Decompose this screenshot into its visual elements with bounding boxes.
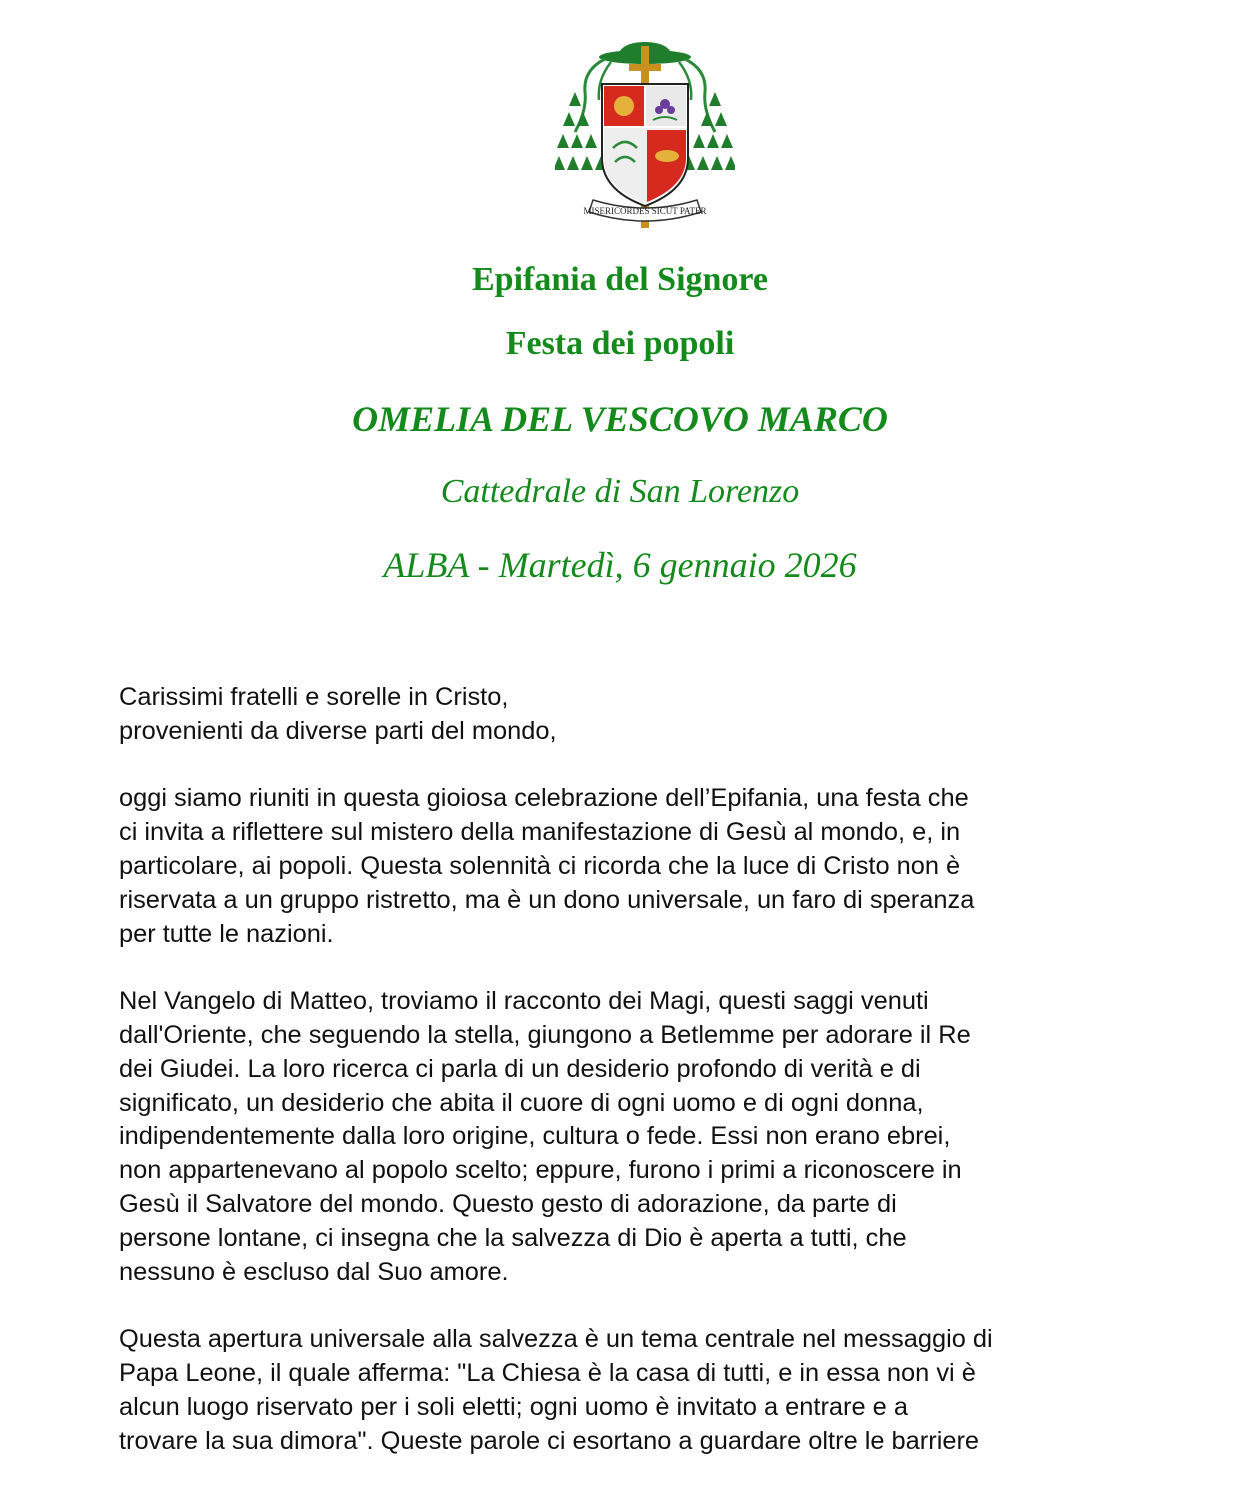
text-line: ci invita a riflettere sul mistero della manifestazione di Gesù al mondo, e, in	[119, 818, 961, 847]
text-line: nessuno è escluso dal Suo amore.	[119, 1257, 509, 1286]
text-line: non appartenevano al popolo scelto; eppure, furono i primi a riconoscere in	[119, 1156, 962, 1185]
text-line: alcun luogo riservato per i soli eletti; ogni uomo è invitato a entrare e a	[119, 1392, 908, 1421]
coat-of-arms-emblem	[555, 40, 735, 232]
feast-title: Epifania del Signore	[472, 261, 768, 298]
paragraph	[119, 681, 1179, 749]
text-line: indipendentemente dalla loro origine, cultura o fede. Essi non erano ebrei,	[119, 1122, 951, 1151]
location-line: Cattedrale di San Lorenzo	[440, 473, 800, 510]
paragraph	[119, 782, 1179, 951]
text-line: riservata a un gruppo ristretto, ma è un dono universale, un faro di speranza	[119, 885, 975, 914]
text-line: Nel Vangelo di Matteo, troviamo il racconto dei Magi, questi saggi venuti	[119, 987, 929, 1016]
homily-title: OMELIA DEL VESCOVO MARCO	[352, 399, 888, 439]
text-line: oggi siamo riuniti in questa gioiosa celebrazione dell’Epifania, una festa che	[119, 784, 969, 813]
text-line: Questa apertura universale alla salvezza è un tema centrale nel messaggio di	[119, 1325, 993, 1354]
text-line: provenienti da diverse parti del mondo,	[119, 716, 557, 745]
homily-body	[119, 681, 1179, 1492]
feast-subtitle: Festa dei popoli	[505, 325, 735, 362]
text-line: trovare la sua dimora". Queste parole ci esortano a guardare oltre le barriere	[119, 1426, 980, 1455]
text-line: Carissimi fratelli e sorelle in Cristo,	[119, 683, 509, 711]
text-line: dei Giudei. La loro ricerca ci parla di un desiderio profondo di verità e di	[119, 1054, 921, 1083]
text-line: particolare, ai popoli. Questa solennità ci ricorda che la luce di Cristo non è	[119, 851, 961, 880]
text-line: Gesù il Salvatore del mondo. Questo gesto di adorazione, da parte di	[119, 1189, 897, 1218]
text-line: dall'Oriente, che seguendo la stella, giungono a Betlemme per adorare il Re	[119, 1020, 971, 1049]
text-line: significato, un desiderio che abita il cuore di ogni uomo e di ogni donna,	[119, 1088, 924, 1117]
text-line: per tutte le nazioni.	[119, 919, 334, 948]
paragraph	[119, 985, 1179, 1289]
motto-text: MISERICORDES SICUT PATER	[583, 206, 707, 216]
paragraph	[119, 1323, 1179, 1458]
date-line: ALBA - Martedì, 6 gennaio 2026	[383, 545, 857, 585]
text-line: Papa Leone, il quale afferma: "La Chiesa è la casa di tutti, e in essa non vi è	[119, 1358, 976, 1387]
text-line: persone lontane, ci insegna che la salvezza di Dio è aperta a tutti, che	[119, 1223, 907, 1252]
